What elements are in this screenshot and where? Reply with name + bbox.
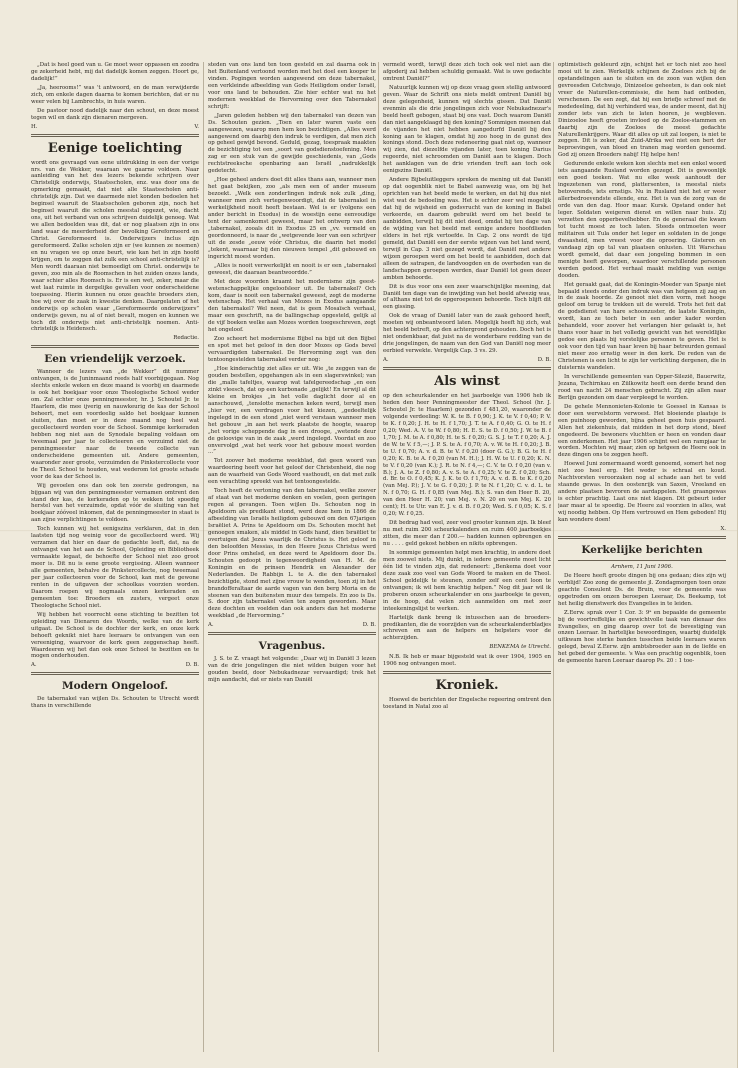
section-divider <box>31 345 199 348</box>
paragraph: N.B. Ik heb er maar bijgesteld wat ik over 1904, 1905 en 1906 nog ontvangen moet. <box>383 654 551 668</box>
article-heading: Modern Ongeloof. <box>61 680 169 693</box>
section-divider <box>558 536 726 539</box>
column-rule <box>203 62 204 1052</box>
article-heading: Als winst <box>434 374 500 390</box>
paragraph: De pastoor nood dadelijk naar den schout, en deze moest tegen wil en dank zijn dienaren mergeven. <box>31 107 199 121</box>
paragraph: In sommige gemeenten helpt men krachtig, in andere doet men zoowel niets. Mij dunkt, in iedere gemeente moet licht één lid te vinden zijn, dat redeneert: „Benkema doet voor deze zaak zoo veel van Gods Woord te maken en de Theol. School geldelijk te steunen, zonder zelf een cent loon te ontvangen; ik wil hem krachtig helpen.” Nog dit jaar wil ik proberen onzen scheurkalender en ons jaarboekje te geven, in de hoop, dat velen zich aanmelden om met zeer inteekeningslijst te werken. <box>383 550 551 612</box>
paragraph: De tabernakel van wijlen Ds. Schouten te Utrecht wordt thans in verschillende <box>31 696 199 710</box>
column-2 <box>208 62 376 1052</box>
quote-paragraph: „Alles is nooit verwerkelijkt en nooit is er een „tabernakel geweest, die daaraan beantwoordde.” <box>208 262 376 276</box>
signature: BENKEMA te Utrecht. <box>489 644 551 651</box>
quote-paragraph: „Jaren geleden hebben wij den tabernakel van dezen van Ds. Schouten gezien. „Toen en later waren vaste een aangewezen, waarop men hem kon bezichtigen. „Alles werd aangewend om daarbij den indruk te verdigen, dat men zich op geheel gewijd bevond. Geduld, gezag, toespraak maakten de bezichtiging tot een „soort van godsdienstoefening. Men zag er een stuk van de gewijde geschiedenis, van „Gods rechtstreeksche openbaring aan Israël „nadrukkelijk gedetecht. <box>208 112 376 175</box>
dateline: Arnhem, 11 Juni 1906. <box>611 563 673 570</box>
divider <box>558 560 726 561</box>
paragraph: steden van ons land ten toon gesteld en zal daarna ook in het Buitenland vertoond worden met het doel een kooper te vinden. Pogingen worden aangewend om deze tabernakel, een verkleinde afbeelding van Gods Heiligdom onder Israël, voor ons land te behouden. Zie hier echter wat nu het modernen weekblad de Hervorming over den Tabernakel schrijft: <box>208 62 376 110</box>
paragraph: Hoewel Juni zomermaand wordt genoemd, somert het nog niet zoo heel erg. Het weder is schraal en koud. Nachtvorsten veroorzaken nog al schade aan het te veld staande gewas. In den oostenrijk van Saxen, Vreeland en andere plaatsen bevroren de aardappelen. Het graangewas is echter prachtig. Laat ons niet klagen. Dit gebeurt ieder jaar maar al te spoedig. De Heere zal voorzien in alles, wat wij noodig hebben. Op Hem vertrouwd en Hem geboden! Hij kan wondere doen! <box>558 461 726 523</box>
article-heading: Kroniek. <box>435 678 499 694</box>
paragraph: Toch kunnen wij het eenigszins verklaren, dat in den laatsten tijd nog weinig voor de gecollecteerd werd. Wij verzamen dat hier en daar de gedachte leeft, dat, na de ontvangst van het aan de School, Opleiding en Bibliotheek vermaakte legaat, de behoefte der School niet zoo groot meer is. Dit nu is eene groote vergissing. Alleen wanneer alle gemeenten, behalve de Pinkstercollecte, nog tweemaal per jaar collecteeren voor de School, kan met de gewone renten in de uitgaven der schoolkas voorzien worden. Daarom roepen wij nogmaals onzen kerkeraden en gemeenten toe: Broeders en zusters, vergeet onze Theologische School niet. <box>31 526 199 609</box>
paragraph: In verschillende gemeenten van Opper-Silezië, Bauerwitz, Jezana, Tschirnkau en Zülkowitz heeft een derde brand den rood van nacht 24 menschen gebracht. Zij zijn allen naar Berlijn gezonden om daar verpleegd te worden. <box>558 373 726 401</box>
paragraph: op den scheurkalender en het jaarboekje van 1906 heb ik heden den heer Penningmeester der Theol. School (hr. J. Schoutel Jr. te Haarlem) gezonden f 481,20, waaronder de volgende verdeeling: W. K. te B. f 0,90; J. K. te V. f 0,40; P. V. te K. f 0,20; J. H. te H. f 1,70; J. T. te A. f 0,40; G. O. te H. f 0,20; Wed. A. V. te W. f 0,80; H. E. S. te D. f 0,50; J. W. te B. f 1,70; J. M. te A. f 0,80; H. te S. f 0,20; G. S. J. te T. f 0,20; A. J. de W. te V. f 5,—; J. P. S. te A. f 0,70; A. v. W. te H. f 0,20; J. B. te U. f 0,70; A. v. d. B. te V. f 0,20 (door G. G.); B. G. te H. f 0,20; K. B. te A. f 0,20 (van M. H.); J. H. W. te U. f 0,20; K. N. te V. f 0,20 (van K.); J. R. te N. f 4,—; C. V. te O. f 0,20 (van v. B.); J. A. te Z. f 0,80; A. v. S. te A. f 0,25; V. te Z. f 0,20; Sch. d. Br. te O. f 0,45; K. J. K. te O. f 1,70; A. v. d. B. te K. f 0,20 (van Mej. P.); J. V. te G. f 0,20; J. P. te N. f 1,20; C. v. d. L. te N. f 0,70; G. H. f 0,85 (van Mej. B.); S. van den Heer B. 20, van den Heer H. 20; van Mej. v. N. 20 en van Mej. K. 20 cent); H. te Utr. van E. J. v. d. B. f 0,20; Wed. S. f 0,05; K. S. f 0,20; W. f 0,25. <box>383 393 551 518</box>
signature: Redactie. <box>173 335 199 342</box>
section-divider <box>31 134 199 137</box>
paragraph: Met deze woorden kraamt het modernisme zijn geest-wetenschappelijke ongeloofsleer uit. De tabernakel? Och kom, daar is nooit een tabernakel geweest, zegt de moderne wetenschap. Het verhaal van Mozes in Exodus aangaande den tabernakel? Wel neen, dat is geen Mosaïsch verhaal, maar een geschrift, na de ballingschap opgesteld, gelijk al de vijf boeken welke aan Mozes worden toegeschreven, zegt het ongeloof. <box>208 278 376 334</box>
section-divider <box>383 367 551 370</box>
paragraph: Dit is dus voor ons een zeer waarschijnlijke meening, dat Daniël ten dage van de inwijding van het beeld afwezig was, of althans niet tot de opgeroepenen behoorde. Toch blijft dit een gissing. <box>383 283 551 311</box>
quote-paragraph: „Hoe geheel anders doet dit alles thans aan, wanneer men het gaat bekijken, zoo „als men een of ander museum bezoekt. „Welk een zonderlingen indruk nok zulk „ding, wanneer men zich vertegenwoordigt, dat de tabernakel in werkelijkheid nooit heeft bestaan. Wel is er (volgens een ander bericht in Exodus) in de woestijn eene eenvoudige tent der samenkomst geweest, maar het ontwerp van den „tabernakel, zooals dit in Exodus 25 en „vv. vermeld en geordonneerd, is naar de „wetgevende leer van een schrijver uit de zesde „eeuw vóór Christus, die daarin het model „tekent, waarnaar bij den nieuwen tempel „dit gebouwd en ingericht moest worden. <box>208 177 376 260</box>
paragraph: „Dat is heel goed van u. Ge moet weer oppassen en zoodra ge zekerheid hebt, mij dat dadelijk komen zeggen. Hoort ge, dadelijk!” <box>31 62 199 82</box>
paragraph: optimistisch gekleurd zijn, schijnt het er toch niet zoo heel mooi uit te zien. Werkelijk schijnen de Zoeloes zich bij de opstandelingen aan te sluiten en de zoon van wijlen den gevreesden Cetchwajo, Dinizoeloe geheeten, is dan ook niet vreer de Naturellen-commissie, die hem had ontboden, verschenen. De een zegt, dat hij een briefje schreef met de mededeeling, dat hij verhinderd was, de ander meent, dat hij zonder iets van zich te laten hooren, je wegbleven. Dinizoeloe heeft groeten invloed op de Zoeloe-stammen en daarbij zijn de Zoeloes de meest gedachte Naturellenkrijgers. Waar dit alles op uit zal loopen, is niet te zeggen. Dit is zeker, dat Zuid-Afrika wel niet een bert der beproevingen, van bloed en tranen mag worden genoemd. God zij onzen Broeders nabij! Hij helpe hen! <box>558 62 726 159</box>
paragraph: Gedurende enkele weken kon slechts met een enkel woord iets aangaande Rusland worden gezegd. Dit is gewoonlijk een goed teeken. Wat nu elke week aanhoudt der ingezetenen van rond, plattersenten, is meestal niets betoverends, iets ernstigs. Nu in Rusland niet het er weer allerbedroevendste ellende, enz. Het is van de zorg van de orde van den dag. Hoor maar. Kursk. Opstand onder het leger. Soldaten weigeren dienst en willen naar huis. Zij verzetten den opperbevelhebber. En de generaal die kwam tot tucht moest ze toch laten. Steeds ontmoeten weer militairen uit Tula onder het leger en soldaten in de jonge dwaasheid, men vreest voor die oproering. Gisteren en vandaag zijn op tal van plaatsen onlusten. Uit Warschau wordt gemeld, dat daar een jongeling bommen in een menigte heeft geworpen, waardoor verschillende personen werden gedood. Het verhaal maakt melding van eenige dooden. <box>558 161 726 279</box>
paragraph: Wij hebben het voorrecht eene stichting te bezitten tot opleiding van Dienaren des Woords, welke van de kerk uitgaat. De School is de dochter der kerk, en onze kerk behoeft geknikt niet hare leeraars te ontvangen van een vereeniging, waarvoor de kerk geen zeggenschap heeft. Waardeeren wij het dan ook onze School te bezitten en te mogen onderhouden. <box>31 611 199 660</box>
paragraph: J. S. te Z. vraagt het volgende: „Daar wij in Daniël 3 lezen van de drie jongelingen die niet wilden buigen voor het gouden beeld, door Nebukadnezar vervaardigd; trek het mijn aandacht, dat er niets van Daniël <box>208 656 376 684</box>
section-divider <box>383 671 551 674</box>
column-3 <box>383 62 551 1052</box>
quote-paragraph: „Hoe kinderachtig ziet alles er uit. Wie „te zeggen van de gouden bestellen, opgehangen als in een slagerswinkel; van die „malle tafeltjes, waarop wat tafelgereedschap „en een zinkt vleesch, dat op een kurbonade „gelijkt! En terwijl al dit kleine en brokjes „in het volle daglicht door al en aanschouwd, „tenslotte menschen keken werd, terwijl men „hier ver, een verdragen voor het kiezen, „gedeeltelijk ingelegd in de een stond „niet werd verstaan wanneer men het gebouw „in aan het werk plaatste de hoogte, waarop „het vorige scheppende dag in een drooge, „wetende deur de geloovige van in de zaak „werd ingelegd. Voordat en zoo onvervolgd „wat het werk voor het gebouw moest worden ...” <box>208 366 376 456</box>
paragraph: Andere Bijbeluitleggers spreken de mening uit dat Daniël op dat oogenblik niet te Babel aanwezig was, om bij het oprichten van het beeld mede te werken, en dat hij dus niet wist wat de bedoeling was. Het is echter zeer wel mogelijk dat hij de wijsheid en godsvrucht van de koning in Babel verkeerde, en daarom gebruikt werd om het beeld te aanbidden, terwijl hij dit niet deed, omdat hij ten dage van de wijding van het beeld met eenige andere hoofdlieden elders in het rijk vertoefde. In Cap. 2 ons wordt de tijd gemeld, dat Daniël een der eerste wijzen van het land werd, terwijl in Cap. 3 niet gezegd wordt, dat Daniël met andere wijzen geroepen werd om het beeld te aanbidden, doch dat alleen de satrapen, de landvoogden en de overheden van de landschappen geroepen werden, daar Daniël tot geen dezer ambten behoorde. <box>383 177 551 281</box>
paragraph: Wij gevoelen ons dan ook ten zeerste gedrongen, na bijgaan wij van den penningmeester vernamen omtrent den stand der kas, de kerkeraden op te wekken tot spoedig herstel van het verzuimde, opdat vóór de sluiting van het boekjaar zóóveel inkomen, dat de penningmeester in staat is aan zijne verplichtingen te voldoen. <box>31 482 199 524</box>
paragraph: Wanneer de lezers van „de Wekker” dit nummer ontvangen, is de Juninmaand reeds half voorbijgegaan. Nog slechts enkele weken en deze maand is voorbij en daarmede is ook het boekjaar voor onze Theologische School weder om. Zal echter onze penningmeester, hr. J. Schoutel Jr. te Haarlem, die mee ijverig en nauwkeurig de kas der School beheert, met een voordeelig saldo het boekjaar kunnen sluiten, dan moet er in deze maand nog heel wat gecollecteerd worden voor de School. Sommige kerkeraden hebben nog niet aan de Synodale bepaling voldaan om tweemaal per jaar te collecteeren en verzuimd niet de penningmeester naar de tweede collecte van onderscheidene gemeenten uit. Andere gemeenten, waaronder zeer groote, verzuimden de Pinkstercollecte voor de Theol. School te houden, wat wederom tot groote schade voor de kas der School is. <box>31 369 199 480</box>
paragraph: Hartelijk dank breng ik intusschen aan de broeders-predikanten, die de voorzijden van de scheurkalenderbladjes schreven en aan de helpers en helpsters voor de achterzijden. <box>383 614 551 642</box>
column-1 <box>31 62 199 1052</box>
paragraph: De Heere heeft groote dingen bij ons gedaan; dies zijn wij verblijd! Zoo zong de gemeente jl. Zondagmorgen toen onze geachte Consulent Ds. de Bruin, voor de gemeente was opgetreden om onzen beroepen Leeraar, Ds. Beekamp, tot het heilig dienstwerk des Evangelies in te leiden. <box>558 572 726 607</box>
paragraph: Toch heeft de vertoning van den tabernakel, welke zoover af staat van het moderne denken en voelen, geen geringen regen al gevangen. Toen wijlen Ds. Schouten nog in Apeldoorn als predikant stond, werd deze hem in 1866 de afbeelding van Israëls heiligdom gebouwd om den 67jarigen Israëliet A. Prins te Apeldoorn om Ds. Schouten mocht het genoegen smaken, als middel in Gods hand, dien Israëliet te overtuigen dat Jezus waarlijk de Christus is. Het geloof in den beloofden Messias, in den Heere Jezus Christus werd door Prins omhelsd, en deze werd te Apeldoorn door Ds. Schouten gedoopt in tegenwoordigheid van H. M. de Koningin en de prinsen Hendrik en Alexander der Nederlanden. De Rabbijn L. te A. die den tabernakel bezichtigde, stond met zijne vrouw te wenden, toen zij in het brandofferaltaar de aarde vagen van den berg Moria en de steenen van den buitensten muur des tempels. En zoo is Ds. S. door zijn tabernakel velen ten zegen geworden. Maar deze dochten en voelden dan ook anders dan het moderne weekblad „de Hervorming.” <box>208 488 376 620</box>
signature: A. D. B. <box>208 622 376 629</box>
article-heading: Eenige toelichting <box>47 140 183 156</box>
paragraph: wordt ons gevraagd van eene uitdrukking in een der vorige nrs. van de Wekker, waaraan we gaarne voldoen. Naar aanleiding van het des lezers bekende schrijven over Christelijk onderwijs, Staatsscholen, enz. was door ons de opmerking gemaakt, dat niet alle Staatsscholen anti-christelijk zijn. Dat we daarmede niet konden bedoelen het beginsel waaruit de Staatsscholen geboren zijn, noch het beginsel waaruit die scholen meestal opgezet, wie, dacht ons, uit het verband van ons schrijven duidelijk genoeg. Wat we allen bedoelden was dit, dat er nog plaatsen zijn in ons land waar de meerderheid der bevolking Gereformeerd en Christ. Gereformeerd is. Onderwijzers inclus zijn gereformeerd. Zulke scholen zijn er (we kunnen ze noemen) en nu vragen we op onze beurt, wie kan het in zijn hoofd krijgen, om te zeggen dat zulk een school anti-christelijk is? Men wordt daaraan niet bemoedigt om Christ. onderwijs te geven, zoo min als de Roomschen in het zuiden onzes lands, waar schier alles Roomsch is. Er is een wet, zeker, maar die wet laat ruimte in dergelijke gevallen voor onderscheidene toepassing. Hierin kunnen nu onze geachte broeders zien, hoe wij over de zaak in kwestie denken. Daargelaten of het onderwijs op scholen waar „Gereformeerde onderwijzers” onderwijs geven, nu al of niet bevalt, mogen en kunnen we toch dit onderwijs niet anti-christelijk noemen. Anti-christelijk is Heidensch. <box>31 159 199 333</box>
paragraph: Ook de vraag of Daniël later van de zaak gehoord heeft, moeten wij onbeantwoord laten. Mogelijk heeft hij zich, wat het beeld betreft, op den achtergrond gehouden. Doch het is niet ondenkbaar, dat juist na de wonderbare redding van de drie jongelingen, de naam van den God van Daniël nog meer eerbied verwekte. Vergelijk Cap. 3 vs. 29. <box>383 313 551 355</box>
article-heading: Vragenbus. <box>258 640 326 653</box>
paragraph: vermeld wordt, terwijl deze zich toch ook wel niet aan die afgoderij zal hebben schuldig gemaakt. Wat is uwe gedachte omtrent Daniël?” <box>383 62 551 82</box>
paragraph: De gehele Mennonieten-Kolonie te Goessel in Kansas is door een wervelstorm verwoest. Het bloeiende plaatsje is een puinhoop geworden, bijna geheel geen huis gespaard. Allen het ziekenhuis, dat midden in het dorp stond, bleef ongedeerd. De bewoners vluchtten er heen en vonden daar een onderkomen. Het jaar 1906 schijnt wel een rampjaar te worden. Mochten wij maar, zien op hetgeen de Heere ook in deze dingen ons te zeggen heeft. <box>558 403 726 459</box>
signature: H. V. <box>31 123 199 130</box>
column-rule <box>553 62 554 1052</box>
paragraph: Tot zoover het moderne weekblad, dat geen woord van waardeering heeft voor het geloof der Christenheid, die nog aan de waarheid van Gods Woord vasthoudt, en dat met zulk een verachting spreekt van het tentoongestelde. <box>208 458 376 486</box>
paragraph: Z.Eerw. sprak over 1 Cor. 3: 9ᵃ en bepaalde de gemeente bij de voortreffelijke en gewichtvolle taak van dienaar des Evangelies, en ging daarop over tot de bevestiging van onzen Leeraar. In hartelijke bewoordingen, waarbij duidelijk uitkwam hoe sterke banden tusschen beide leeraars waren gelegd, beval Z.Eerw. zijn ambtsbroeder aan in de liefde en het gebed der gemeente. 's Was een prachtig oogenblik, toen de gemeente haren Leeraar daarop Ps. 20 : 1 toe- <box>558 609 726 665</box>
paragraph: Zoo scheert het modernisme Bijbel na bijd uit den Bijbel en spot met het geloof in den door Mozes op Gods bevel vervaardigden tabernakel. De Hervorming zegt van den tentoongestelden tabernakel verder nog: <box>208 336 376 364</box>
signature: A. D. B. <box>31 662 199 669</box>
paragraph: Dit bedrag had veel, zeer veel grooter kunnen zijn. Ik bleef nu met ruim 200 scheurkalenders en ruim 400 jaarboekjes zitten, die meer dan f 200.— hadden kunnen opbrengen en nu . . . . geld gekost hebben en nikits opbrengen. <box>383 520 551 548</box>
column-4 <box>558 62 726 1052</box>
section-divider <box>208 632 376 635</box>
article-heading: Kerkelijke berichten <box>581 543 703 556</box>
article-heading: Een vriendelijk verzoek. <box>44 353 186 366</box>
signature: X. <box>720 525 726 532</box>
paragraph: Het geraakt gaat, dat de Koningin-Moeder van Spanje niet bepaald steeds onder den indruk was van hetgeen zij zag en in de zaak hoorde. Ze genoot niet dien vorm, met hooge geloof om terug te trekken uit de wereld. Trots het feit dat de godsdienst van hare schoonzuster, de laatste Koningin, wordt, kan ze toch beter in een ander kader worden behandeld, voor zoover het verlangen hier gelaakt is, het thans voor haar in het volledig gewicht van het wereldlijke gedoe een plaats bij vorstelijke personen te geven. Het is ook voor den tijd van haar leven bij haar betreurden gemaal niet meer zoo ernstig weer in den kerk. De reden van de Christenen is een licht te zijn ter verlichting dergenen, die in duisternis wandelen. <box>558 281 726 371</box>
paragraph: „Ja, heerooms!” was 't antwoord, en de man verwijderde zich, om enkele dagen daarna te komen berichten, dat er nu weer velen bij Lambrechts, in huis waren. <box>31 84 199 105</box>
signature: A. D. B. <box>383 357 551 364</box>
section-divider <box>31 672 199 675</box>
paragraph: Natuurlijk kunnen wij op deze vraag geen stellig antwoord geven. Waar de Schrift ons niets meldt omtrent Daniël bij deze gelegenheid, kunnen wij slechts gissen. Dat Daniël evenmin als die drie jongelingen zich voor Nebukadnezar's beeld heeft gebogen, staat bij ons vast. Doch waarom Daniël dan niet aangeklaagd bij den koning? Sommigen meenen dat de vijanden het niet hebben aangedurfd Daniël bij den koning aan te klagen, omdat hij zoo hoog in de gunst des konings stond. Doch deze redeneering gaat niet op, wanneer wij zien, dat diezelfde vijanden later, toen koning Darius regeerde, niet schroomden om Daniël aan te klagen. Doch het aanklagen van de drie vrienden treft aan toch ook eenigszins Daniël. <box>383 84 551 175</box>
column-rule <box>378 62 379 1052</box>
paragraph: Hoewel de berichten der Engelsche regeering omtrent den toestand in Natal zoo al <box>383 697 551 711</box>
